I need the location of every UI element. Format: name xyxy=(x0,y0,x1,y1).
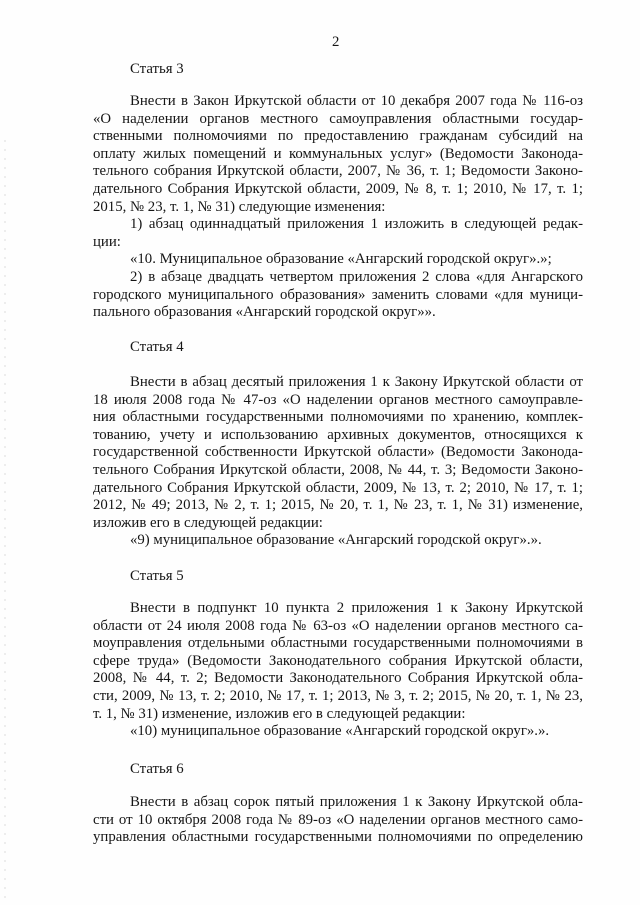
article-5-body xyxy=(93,600,583,741)
text-line: 2015, № 23, т. 1, № 31) следующие изменения: xyxy=(93,198,386,215)
article-heading: Статья 3 xyxy=(130,61,184,77)
text-line: «О наделении органов местного самоуправления областными государ- xyxy=(93,110,583,127)
paragraph xyxy=(93,251,583,269)
text-line: 2008, № 44, т. 2; Ведомости Законодательного Собрания Иркутской обла- xyxy=(93,670,583,687)
text-line: 2012, № 49; 2013, № 2, т. 1; 2015, № 20, т. 1, № 23, т. 1, № 31) изменение, xyxy=(93,497,583,514)
article-6-body xyxy=(93,794,583,847)
article-heading: Статья 5 xyxy=(130,568,184,584)
text-line: сти от 10 октября 2008 года № 89-оз «О наделении органов местного само- xyxy=(93,811,583,828)
text-line: управления областными государственными полномочиями по определению xyxy=(93,829,583,846)
paragraph xyxy=(93,216,583,251)
text-line: ственными полномочиями по предоставлению гражданам субсидий на xyxy=(93,128,583,145)
text-line: сти, 2009, № 13, т. 2; 2010, № 17, т. 1; 2013, № 3, т. 2; 2015, № 20, т. 1, № 23, xyxy=(93,687,583,704)
paragraph xyxy=(93,93,583,216)
text-line: области от 24 июля 2008 года № 63-оз «О наделении органов местного са- xyxy=(93,617,583,634)
text-line: пального образования «Ангарский городской округ»». xyxy=(93,304,436,321)
text-line: государственной собственности Иркутской области» (Ведомости Законода- xyxy=(93,444,583,461)
paragraph xyxy=(93,600,583,723)
paragraph xyxy=(93,723,583,741)
text-line: т. 1, № 31) изменение, изложив его в следующей редакции: xyxy=(93,705,466,722)
text-line: «10) муниципальное образование «Ангарский городской округ».». xyxy=(130,723,550,740)
text-line: моуправления отдельными областными государственными полномочиями в xyxy=(93,635,583,652)
text-line: 18 июля 2008 года № 47-оз «О наделении органов местного самоуправле- xyxy=(93,391,583,408)
text-line: Внести в абзац сорок пятый приложения 1 к Закону Иркутской обла- xyxy=(130,794,583,810)
text-line: тельного собрания Иркутской области, 2007, № 36, т. 1; Ведомости Законо- xyxy=(93,163,583,180)
text-line: «9) муниципальное образование «Ангарский городской округ».». xyxy=(130,532,542,549)
text-line: тованию, учету и использованию архивных документов, относящихся к xyxy=(93,426,583,443)
text-line: сфере труда» (Ведомости Законодательного собрания Иркутской области, xyxy=(93,652,583,669)
text-line: 1) абзац одиннадцатый приложения 1 изложить в следующей редак- xyxy=(130,216,583,233)
text-line: дательного Собрания Иркутской области, 2009, № 8, т. 1; 2010, № 17, т. 1; xyxy=(93,180,583,197)
text-line: 2) в абзаце двадцать четвертом приложения 2 слова «для Ангарского xyxy=(130,268,583,285)
paragraph xyxy=(93,532,583,550)
text-line: ции: xyxy=(93,233,121,250)
article-heading: Статья 6 xyxy=(130,761,184,777)
text-line: Внести в абзац десятый приложения 1 к Закону Иркутской области от xyxy=(130,374,583,390)
scan-edge-marks xyxy=(4,140,6,900)
article-3-body xyxy=(93,93,583,322)
text-line: ния областными государственными полномочиями по хранению, комплек- xyxy=(93,409,583,426)
text-line: дательного Собрания Иркутской области, 2009, № 13, т. 2; 2010, № 17, т. 1; xyxy=(93,479,583,496)
text-line: тельного Собрания Иркутской области, 2008, № 44, т. 3; Ведомости Законо- xyxy=(93,461,583,478)
paragraph xyxy=(93,374,583,532)
text-line: городского муниципального образования» заменить словами «для муници- xyxy=(93,286,583,303)
text-line: «10. Муниципальное образование «Ангарский городской округ».»; xyxy=(130,251,552,268)
page-number: 2 xyxy=(332,34,340,50)
text-line: оплату жилых помещений и коммунальных услуг» (Ведомости Законода- xyxy=(93,145,583,162)
article-heading: Статья 4 xyxy=(130,339,184,355)
article-4-body xyxy=(93,374,583,550)
paragraph xyxy=(93,269,583,322)
text-line: Внести в Закон Иркутской области от 10 декабря 2007 года № 116-оз xyxy=(130,93,583,109)
text-line: Внести в подпункт 10 пункта 2 приложения 1 к Закону Иркутской xyxy=(130,600,583,616)
text-line: изложив его в следующей редакции: xyxy=(93,514,323,531)
paragraph xyxy=(93,794,583,847)
